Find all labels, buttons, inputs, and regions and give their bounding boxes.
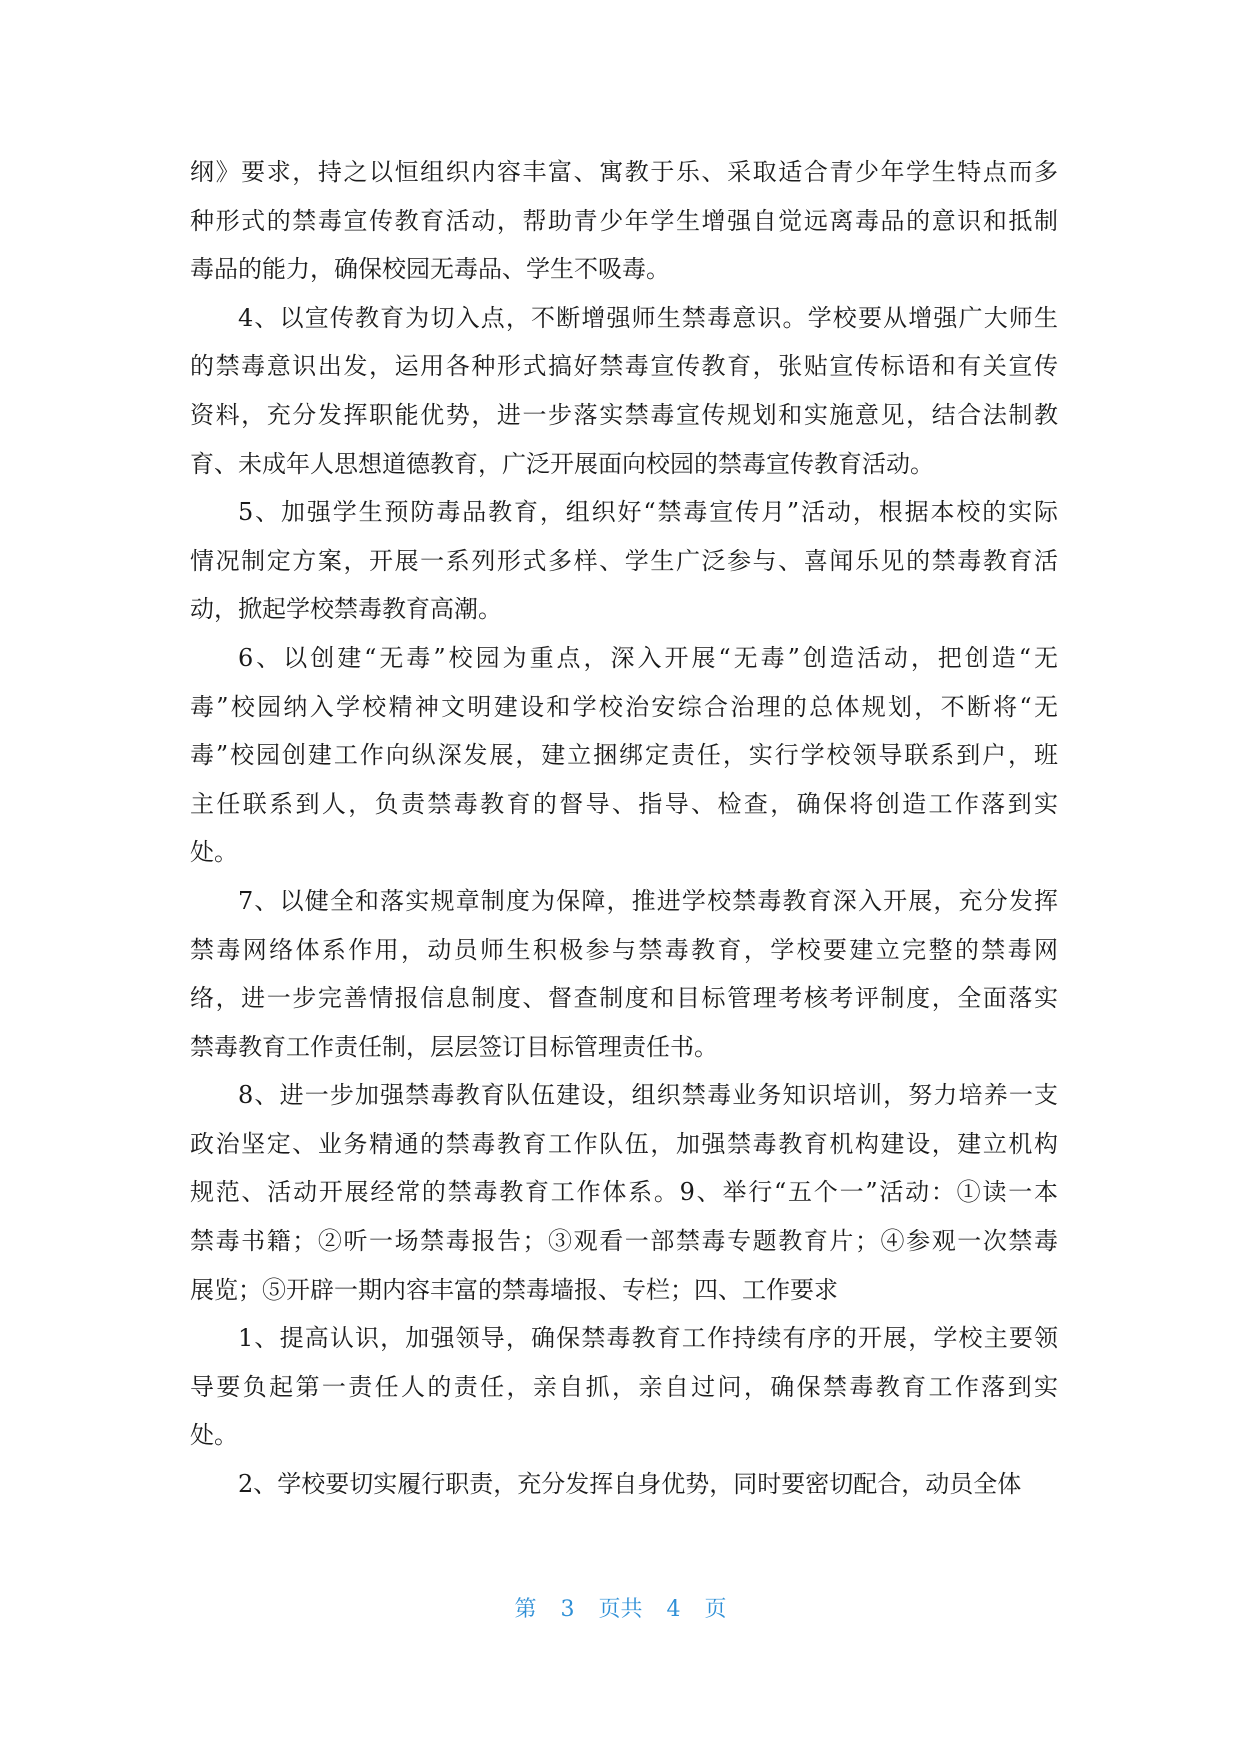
text-line: 情况制定方案，开展一系列形式多样、学生广泛参与、喜闻乐见的禁毒教育活 — [190, 546, 1058, 575]
text-line: 毒”校园纳入学校精神文明建设和学校治安综合治理的总体规划，不断将“无 — [190, 692, 1058, 721]
text-line: 规范、活动开展经常的禁毒教育工作体系。9、举行“五个一”活动：①读一本 — [190, 1178, 1058, 1207]
paragraph — [190, 488, 1058, 634]
paragraph — [190, 148, 1058, 294]
paragraph — [190, 1460, 1058, 1509]
text-line: 毒品的能力，确保校园无毒品、学生不吸毒。 — [190, 255, 670, 284]
paragraph — [190, 294, 1058, 488]
text-line: 育、未成年人思想道德教育，广泛开展面向校园的禁毒宣传教育活动。 — [190, 449, 934, 478]
text-line: 主任联系到人，负责禁毒教育的督导、指导、检查，确保将创造工作落到实 — [190, 789, 1058, 818]
footer-current-page: 3 — [560, 1597, 575, 1622]
text-line: 1、提高认识，加强领导，确保禁毒教育工作持续有序的开展，学校主要领 — [238, 1324, 1058, 1353]
text-line: 政治坚定、业务精通的禁毒教育工作队伍，加强禁毒教育机构建设，建立机构 — [190, 1129, 1058, 1158]
paragraph — [190, 1314, 1058, 1460]
text-line: 禁毒书籍；②听一场禁毒报告；③观看一部禁毒专题教育片；④参观一次禁毒 — [190, 1227, 1058, 1256]
paragraph — [190, 1071, 1058, 1314]
text-line: 毒”校园创建工作向纵深发展，建立捆绑定责任，实行学校领导联系到户，班 — [190, 741, 1058, 770]
text-line: 导要负起第一责任人的责任，亲自抓，亲自过问，确保禁毒教育工作落到实 — [190, 1372, 1058, 1401]
document-body — [190, 148, 1058, 1509]
text-line: 展览；⑤开辟一期内容丰富的禁毒墙报、专栏；四、工作要求 — [190, 1275, 838, 1304]
text-line: 7、以健全和落实规章制度为保障，推进学校禁毒教育深入开展，充分发挥 — [238, 886, 1058, 915]
footer-total-pages: 4 — [666, 1597, 681, 1622]
text-line: 种形式的禁毒宣传教育活动，帮助青少年学生增强自觉远离毒品的意识和抵制 — [190, 206, 1058, 235]
text-line: 4、以宣传教育为切入点，不断增强师生禁毒意识。学校要从增强广大师生 — [238, 303, 1058, 332]
text-line: 5、加强学生预防毒品教育，组织好“禁毒宣传月”活动，根据本校的实际 — [238, 498, 1058, 527]
text-line: 资料，充分发挥职能优势，进一步落实禁毒宣传规划和实施意见，结合法制教 — [190, 400, 1058, 429]
text-line: 动，掀起学校禁毒教育高潮。 — [190, 595, 502, 624]
footer-prefix: 第 — [514, 1597, 537, 1622]
paragraph — [190, 877, 1058, 1071]
text-line: 络，进一步完善情报信息制度、督查制度和目标管理考核考评制度，全面落实 — [190, 984, 1058, 1013]
text-line: 处。 — [190, 838, 238, 867]
footer-suffix: 页 — [704, 1597, 727, 1622]
text-line: 处。 — [190, 1421, 238, 1450]
text-line: 8、进一步加强禁毒教育队伍建设，组织禁毒业务知识培训，努力培养一支 — [238, 1081, 1058, 1110]
footer-middle: 页共 — [598, 1597, 643, 1622]
text-line: 6、以创建“无毒”校园为重点，深入开展“无毒”创造活动，把创造“无 — [238, 643, 1058, 672]
text-line: 禁毒教育工作责任制，层层签订目标管理责任书。 — [190, 1032, 718, 1061]
text-line: 2、学校要切实履行职责，充分发挥自身优势，同时要密切配合，动员全体 — [238, 1470, 1022, 1499]
text-line: 禁毒网络体系作用，动员师生积极参与禁毒教育，学校要建立完整的禁毒网 — [190, 935, 1058, 964]
text-line: 的禁毒意识出发，运用各种形式搞好禁毒宣传教育，张贴宣传标语和有关宣传 — [190, 352, 1058, 381]
page-footer — [0, 1592, 1241, 1623]
paragraph — [190, 634, 1058, 877]
text-line: 纲》要求，持之以恒组织内容丰富、寓教于乐、采取适合青少年学生特点而多 — [190, 158, 1058, 186]
